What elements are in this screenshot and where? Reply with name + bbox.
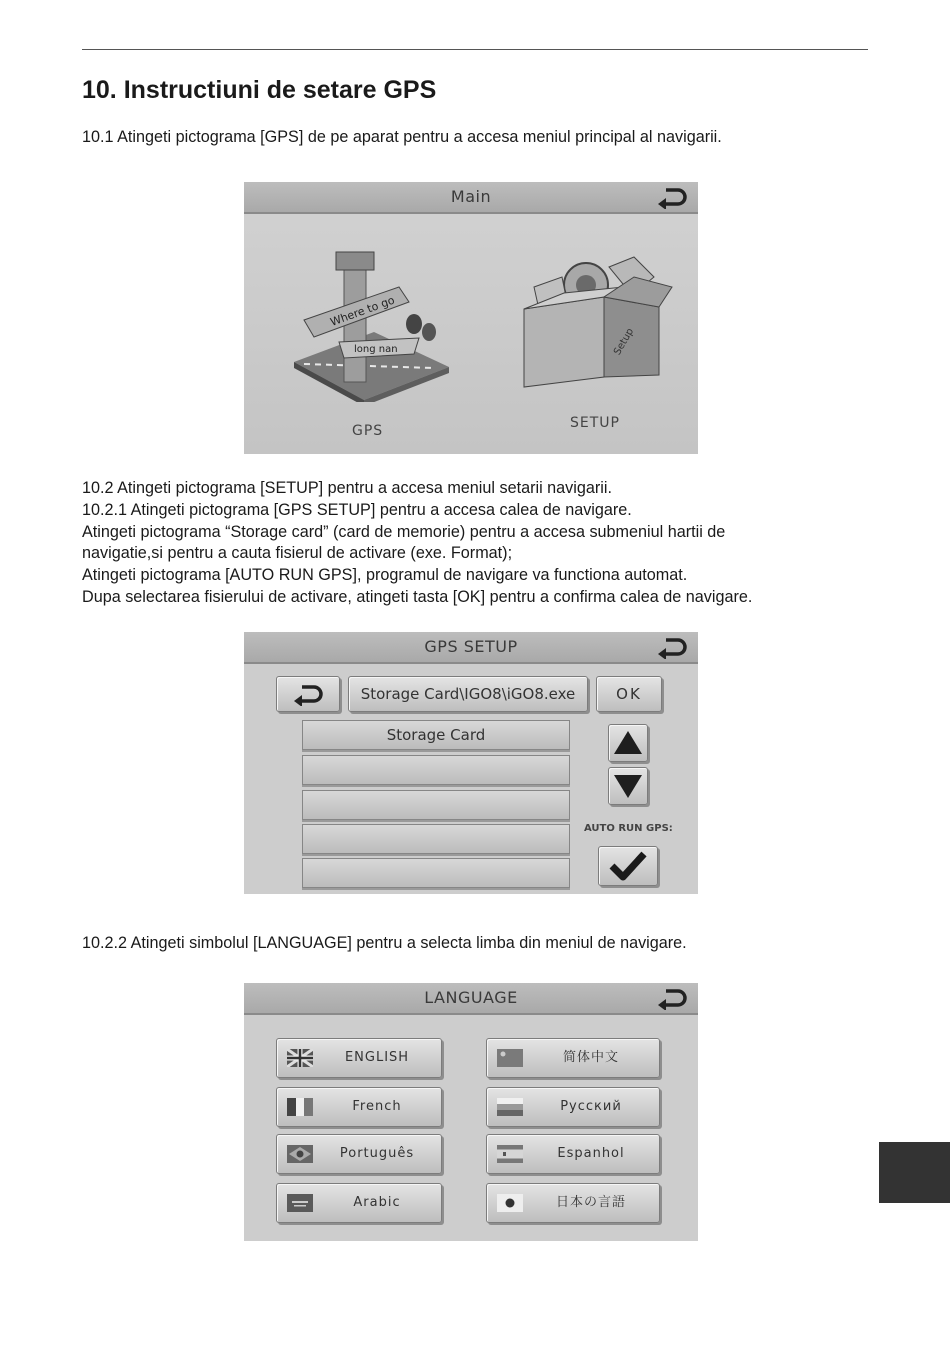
page-side-tab bbox=[879, 1142, 950, 1203]
scroll-down-button[interactable] bbox=[608, 767, 648, 805]
path-back-button[interactable] bbox=[276, 676, 340, 712]
lang-button-russian[interactable] bbox=[486, 1087, 660, 1127]
saudi-flag-icon bbox=[287, 1194, 313, 1212]
gps-setup-title: GPS SETUP bbox=[424, 637, 518, 656]
language-title: LANGUAGE bbox=[424, 988, 518, 1007]
back-arrow-icon bbox=[291, 682, 325, 706]
gps-setup-screenshot bbox=[244, 632, 698, 894]
back-arrow-icon[interactable] bbox=[656, 185, 688, 209]
lang-label-espanhol: Espanhol bbox=[557, 1146, 625, 1161]
sign-text-2: long nan bbox=[354, 344, 398, 355]
paragraph-10-2-line-5: Atingeti pictograma [AUTO RUN GPS], programul de navigare va functiona automat. bbox=[82, 566, 688, 585]
auto-run-toggle[interactable] bbox=[598, 846, 658, 886]
lang-button-japanese[interactable] bbox=[486, 1183, 660, 1223]
lang-button-french[interactable] bbox=[276, 1087, 442, 1127]
lang-label-english: ENGLISH bbox=[344, 1050, 410, 1065]
main-title-bar bbox=[244, 182, 698, 214]
header-rule bbox=[82, 49, 868, 50]
china-flag-icon bbox=[497, 1049, 523, 1067]
file-list-row[interactable] bbox=[302, 755, 570, 785]
page-heading: 10. Instructiuni de setare GPS bbox=[82, 76, 437, 104]
scroll-up-button[interactable] bbox=[608, 724, 648, 762]
auto-run-label: AUTO RUN GPS: bbox=[584, 823, 673, 834]
paragraph-10-2-line-2: 10.2.1 Atingeti pictograma [GPS SETUP] pentru a accesa calea de navigare. bbox=[82, 500, 632, 519]
lang-label-french: French bbox=[352, 1099, 402, 1114]
paragraph-10-2-line-3: Atingeti pictograma “Storage card” (card de memorie) pentru a accesa submeniul hartii de bbox=[82, 522, 726, 541]
gps-setup-title-bar bbox=[244, 632, 698, 664]
storage-path-field[interactable]: Storage Card\IGO8\iGO8.exe bbox=[348, 676, 588, 712]
lang-button-arabic[interactable] bbox=[276, 1183, 442, 1223]
gps-label: GPS bbox=[352, 423, 384, 439]
lang-label-arabic: Arabic bbox=[353, 1195, 401, 1210]
back-arrow-icon[interactable] bbox=[656, 635, 688, 659]
main-title: Main bbox=[450, 187, 492, 206]
toolbox-illustration bbox=[514, 247, 674, 397]
main-menu-screenshot bbox=[244, 182, 698, 454]
file-list-row[interactable]: Storage Card bbox=[302, 720, 570, 750]
lang-button-english[interactable] bbox=[276, 1038, 442, 1078]
language-screenshot bbox=[244, 983, 698, 1241]
paragraph-10-1: 10.1 Atingeti pictograma [GPS] de pe aparat pentru a accesa meniul principal al navigarii. bbox=[82, 128, 722, 146]
road-sign-illustration bbox=[284, 242, 454, 402]
lang-label-portugues: Português bbox=[339, 1146, 415, 1161]
brazil-flag-icon bbox=[287, 1145, 313, 1163]
up-arrow-icon bbox=[608, 724, 648, 762]
lang-button-portugues[interactable] bbox=[276, 1134, 442, 1174]
paragraph-10-2-line-4: navigatie,si pentru a cauta fisierul de activare (exe. Format); bbox=[82, 544, 513, 563]
lang-label-russian: Русский bbox=[560, 1099, 622, 1114]
back-arrow-icon[interactable] bbox=[656, 986, 688, 1010]
checkmark-icon bbox=[598, 846, 658, 886]
uk-flag-icon bbox=[287, 1049, 313, 1067]
japan-flag-icon bbox=[497, 1194, 523, 1212]
paragraph-10-2-2: 10.2.2 Atingeti simbolul [LANGUAGE] pentru a selecta limba din meniul de navigare. bbox=[82, 934, 687, 952]
lang-label-japanese: 日本の言語 bbox=[555, 1195, 626, 1210]
paragraph-10-2-line-6: Dupa selectarea fisierului de activare, atingeti tasta [OK] pentru a confirma calea de navigare. bbox=[82, 588, 753, 606]
setup-icon[interactable] bbox=[514, 247, 674, 397]
russia-flag-icon bbox=[497, 1098, 523, 1116]
france-flag-icon bbox=[287, 1098, 313, 1116]
sign-text-1: Where to go bbox=[328, 293, 397, 329]
spain-flag-icon bbox=[497, 1145, 523, 1163]
file-list-row[interactable] bbox=[302, 858, 570, 888]
language-title-bar bbox=[244, 983, 698, 1015]
lang-label-chinese: 简体中文 bbox=[562, 1050, 619, 1065]
setup-label: SETUP bbox=[570, 415, 620, 431]
down-arrow-icon bbox=[608, 767, 648, 805]
ok-button[interactable]: OK bbox=[596, 676, 662, 712]
paragraph-10-2-line-1: 10.2 Atingeti pictograma [SETUP] pentru a accesa meniul setarii navigarii. bbox=[82, 479, 612, 497]
box-text: Setup bbox=[612, 326, 637, 358]
file-list-row[interactable] bbox=[302, 790, 570, 820]
lang-button-chinese[interactable] bbox=[486, 1038, 660, 1078]
file-list-row[interactable] bbox=[302, 824, 570, 854]
gps-icon[interactable] bbox=[284, 242, 454, 442]
lang-button-espanhol[interactable] bbox=[486, 1134, 660, 1174]
